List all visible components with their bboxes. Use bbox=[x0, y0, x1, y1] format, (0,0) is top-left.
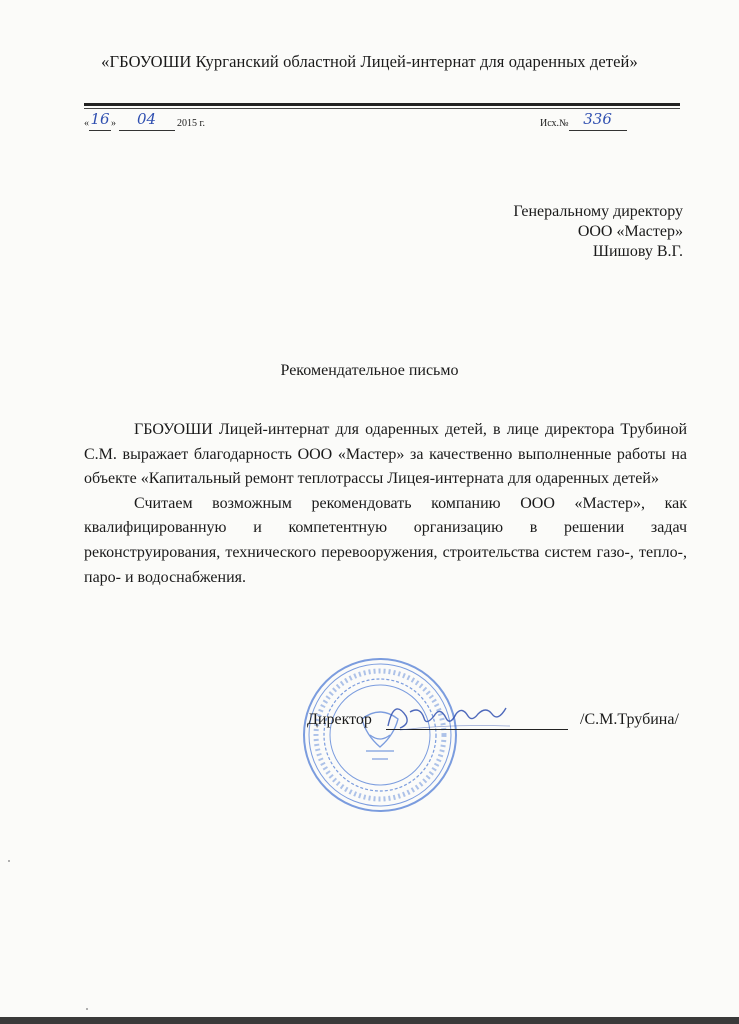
date-close-quote: » bbox=[111, 118, 116, 129]
scan-speck bbox=[86, 1008, 88, 1010]
date-day-field bbox=[89, 112, 111, 131]
outgoing-number-field bbox=[569, 112, 627, 131]
body-paragraph-2: Считаем возможным рекомендовать компанию ООО «Мастер», как квалифицированную и компетентную организацию в решении задач реконструирования, технического перевооружения, строительства систем газо-, тепло-, паро- и водоснабжения. bbox=[84, 494, 687, 586]
addressee-name: Шишову В.Г. bbox=[592, 243, 683, 260]
addressee-block bbox=[513, 202, 683, 262]
organization-header: «ГБОУОШИ Курганский областной Лицей-интернат для одаренных детей» bbox=[101, 52, 638, 71]
scan-speck bbox=[8, 860, 10, 862]
outgoing-number: 336 bbox=[583, 110, 612, 128]
scan-bottom-edge bbox=[0, 1017, 739, 1024]
outgoing-reference bbox=[540, 112, 627, 131]
date-year: 2015 г. bbox=[177, 118, 205, 129]
letter-title: Рекомендательное письмо bbox=[280, 362, 459, 379]
document-date bbox=[84, 112, 205, 131]
date-month-field bbox=[119, 112, 175, 131]
header-rule-thin bbox=[84, 108, 680, 109]
header-rule-thick bbox=[84, 103, 680, 106]
outgoing-label: Исх.№ bbox=[540, 118, 569, 129]
body-paragraph-1: ГБОУОШИ Лицей-интернат для одаренных детей, в лице директора Трубиной С.М. выражает благодарность ООО «Мастер» за качественно выполненные работы на объекте «Капитальный ремонт теплотрассы Лицея-интерната для одаренных детей» bbox=[84, 421, 687, 488]
date-month: 04 bbox=[136, 110, 157, 128]
signature-role: Директор bbox=[307, 711, 372, 728]
signatory-name: /С.М.Трубина/ bbox=[580, 711, 679, 728]
addressee-company: ООО «Мастер» bbox=[577, 223, 683, 240]
date-open-quote: « bbox=[84, 118, 89, 129]
addressee-position: Генеральному директору bbox=[513, 203, 683, 220]
date-day: 16 bbox=[90, 110, 110, 128]
handwritten-signature bbox=[380, 690, 530, 740]
letter-body bbox=[84, 418, 687, 590]
